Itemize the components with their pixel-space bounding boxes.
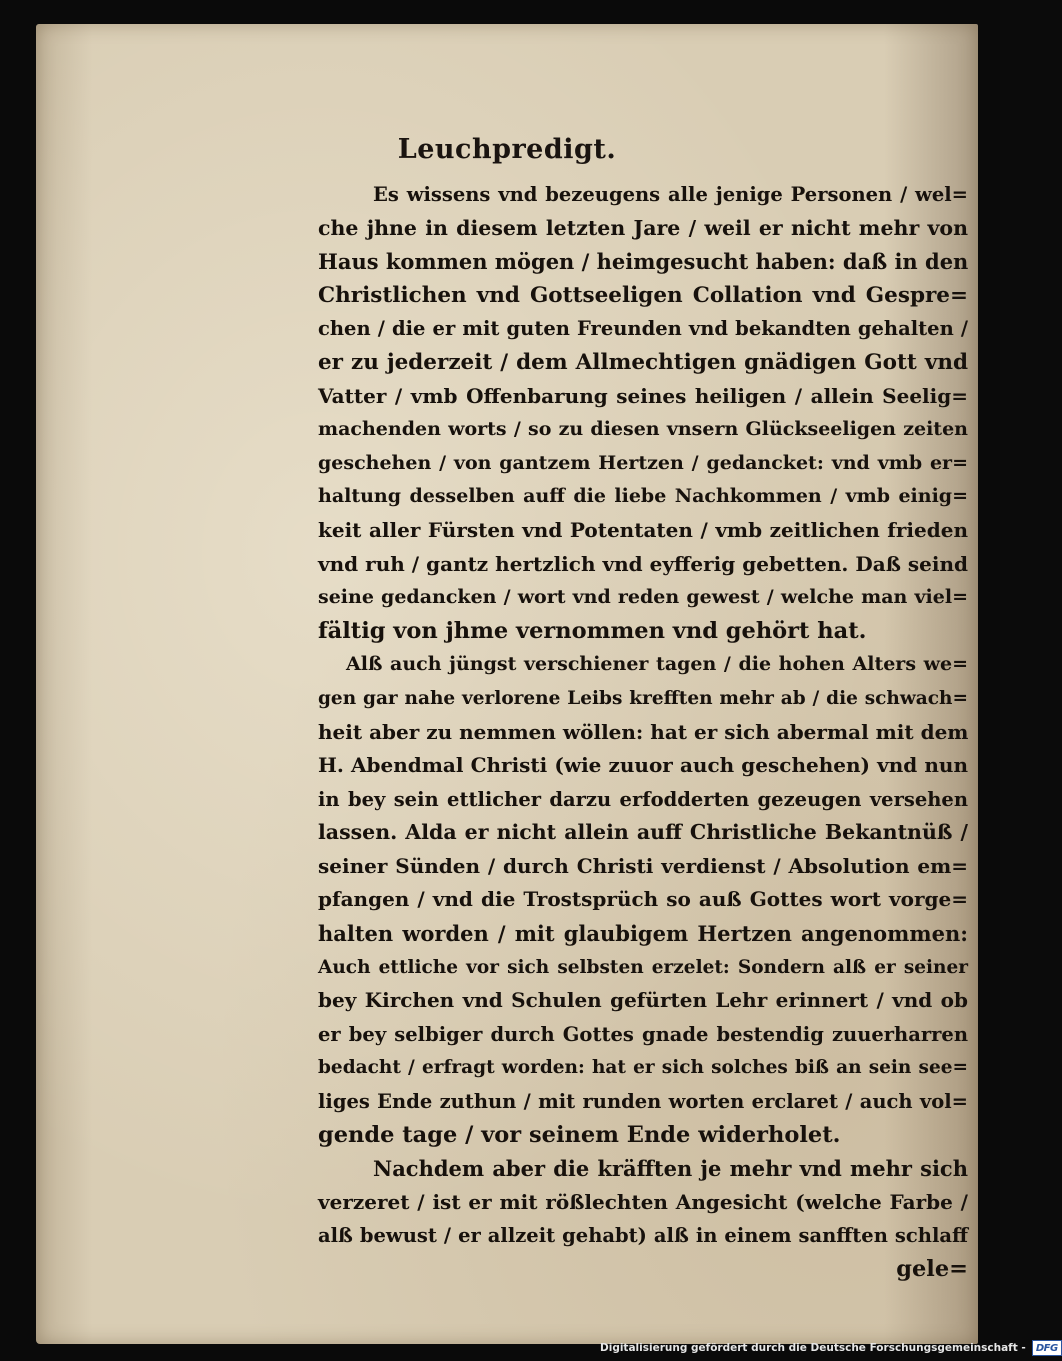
text-line: seine gedancken / wort vnd reden gewest / welche man viel=: [318, 586, 968, 609]
dfg-logo-icon: DFG: [1032, 1340, 1062, 1356]
text-line: Nachdem aber die kräfften je mehr vnd mehr sich: [373, 1156, 968, 1182]
text-line: lassen. Alda er nicht allein auff Christliche Bekantnüß /: [318, 820, 968, 845]
text-line: gen gar nahe verlorene Leibs krefften mehr ab / die schwach=: [318, 687, 968, 709]
running-head: Leuchpredigt.: [397, 134, 617, 165]
text-line: in bey sein ettlicher darzu erfodderten gezeugen versehen: [318, 787, 968, 811]
text-block: [318, 178, 968, 1287]
text-line: seiner Sünden / durch Christi verdienst / Absolution em=: [318, 853, 968, 878]
text-line: Vatter / vmb Offenbarung seines heiligen / allein Seelig=: [318, 383, 968, 408]
text-line: Haus kommen mögen / heimgesucht haben: daß in den: [318, 249, 969, 275]
text-line: H. Abendmal Christi (wie zuuor auch geschehen) vnd nun: [318, 753, 968, 778]
text-line: bedacht / erfragt worden: hat er sich solches biß an sein see=: [318, 1057, 968, 1079]
text-line: chen / die er mit guten Freunden vnd bekandten gehalten /: [318, 317, 968, 341]
text-line: Alß auch jüngst verschiener tagen / die hohen Alters we=: [346, 653, 968, 676]
digitization-credit: [600, 1337, 1062, 1359]
text-line: halten worden / mit glaubigem Hertzen angenommen:: [318, 921, 968, 947]
text-line: gele=: [896, 1256, 968, 1282]
text-line: gende tage / vor seinem Ende widerholet.: [318, 1121, 841, 1148]
text-line: Christlichen vnd Gottseeligen Collation vnd Gespre=: [318, 282, 968, 308]
book-page: [36, 24, 978, 1344]
text-line: Es wissens vnd bezeugens alle jenige Personen / wel=: [373, 183, 968, 206]
text-line: geschehen / von gantzem Hertzen / gedancket: vnd vmb er=: [318, 451, 968, 474]
text-line: bey Kirchen vnd Schulen gefürten Lehr erinnert / vnd ob: [318, 988, 968, 1013]
text-line: haltung desselben auff die liebe Nachkommen / vmb einig=: [318, 485, 968, 508]
text-line: er zu jederzeit / dem Allmechtigen gnädigen Gott vnd: [318, 349, 968, 375]
text-line: er bey selbiger durch Gottes gnade bestendig zuuerharren: [318, 1022, 968, 1046]
text-line: machenden worts / so zu diesen vnsern Glückseeligen zeiten: [318, 418, 968, 441]
text-line: heit aber zu nemmen wöllen: hat er sich abermal mit dem: [318, 719, 969, 744]
text-line: Auch ettliche vor sich selbsten erzelet: Sondern alß er seiner: [318, 956, 968, 978]
text-line: liges Ende zuthun / mit runden worten erclaret / auch vol=: [318, 1090, 968, 1114]
text-line: pfangen / vnd die Trostsprüch so auß Gottes wort vorge=: [318, 887, 968, 912]
credit-text: Digitalisierung gefördert durch die Deutsche Forschungsgemeinschaft -: [600, 1342, 1026, 1354]
text-line: che jhne in diesem letzten Jare / weil er nicht mehr von: [318, 215, 968, 240]
text-line: keit aller Fürsten vnd Potentaten / vmb zeitlichen frieden: [318, 517, 968, 542]
text-line: fältig von jhme vernommen vnd gehört hat.: [318, 617, 867, 644]
text-line: alß bewust / er allzeit gehabt) alß in einem sanfften schlaff: [318, 1224, 968, 1248]
text-line: verzeret / ist er mit rößlechten Angesicht (welche Farbe /: [318, 1189, 968, 1214]
text-line: vnd ruh / gantz hertzlich vnd eyfferig gebetten. Daß seind: [318, 551, 968, 576]
